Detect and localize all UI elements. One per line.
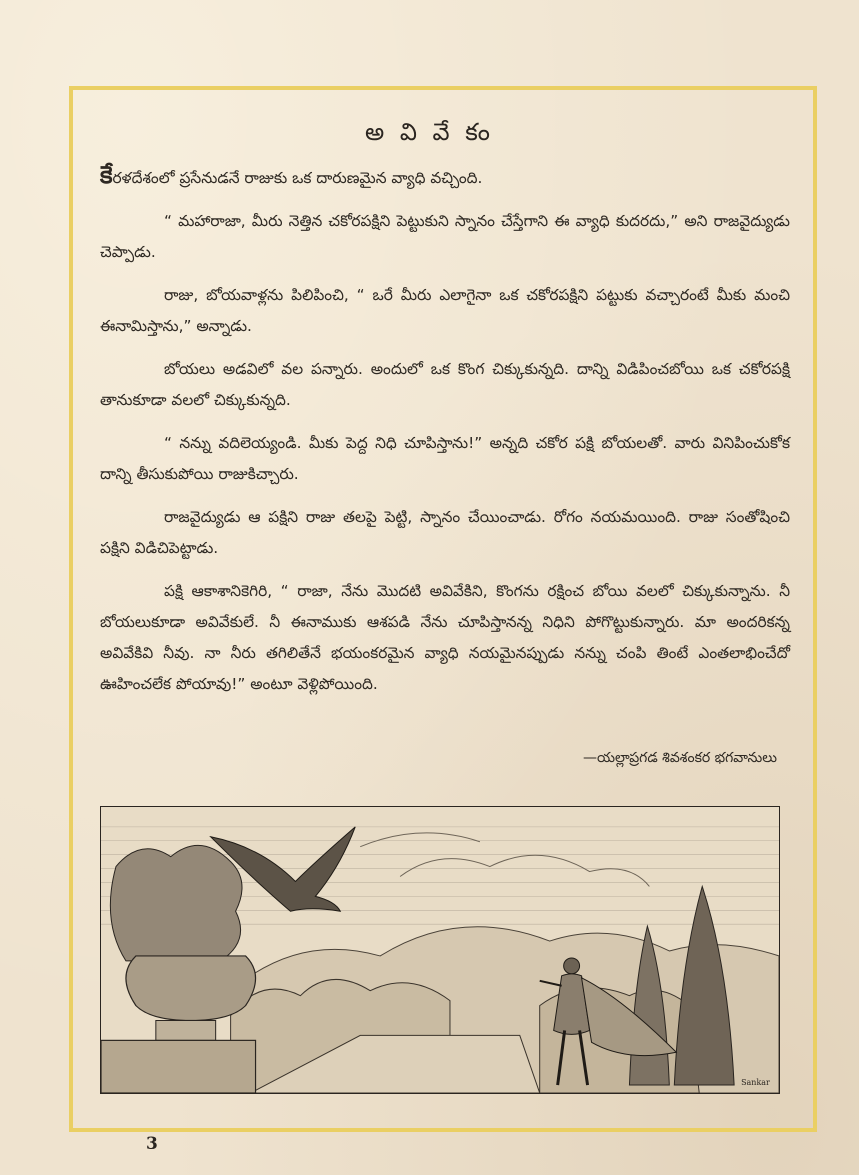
illustrator-signature: Sankar — [741, 1078, 770, 1088]
paragraph-6: రాజవైద్యుడు ఆ పక్షిని రాజు తలపై పెట్టి, స్నానం చేయించాడు. రోగం నయమయింది. రాజు సంతోషించి పక్షిని విడిచిపెట్టాడు. — [100, 508, 790, 557]
paragraph-4: బోయలు అడవిలో వల పన్నారు. అందులో ఒక కొంగ చిక్కుకున్నది. దాన్ని విడిపించబోయి ఒక చకోరపక్షి తానుకూడా వలలో చిక్కుకున్నది. — [100, 360, 790, 409]
paragraph-2: “ మహారాజా, మీరు నెత్తిన చకోరపక్షిని పెట్టుకుని స్నానం చేస్తేగాని ఈ వ్యాధి కుదరదు,” అని రాజవైద్యుడు చెప్పాడు. — [100, 212, 790, 261]
page-number: 3 — [146, 1134, 158, 1154]
story-title: అ వి వే కం — [365, 118, 494, 146]
story-illustration — [100, 806, 780, 1094]
paragraph-7: పక్షి ఆకాశానికెగిరి, “ రాజా, నేను మొదటి అవివేకిని, కొంగను రక్షించ బోయి వలలో చిక్కుకున్నాను. నీ బోయలుకూడా అవివేకులే. నీ ఈనాముకు ఆశపడి నేను చూపిస్తానన్న నిధిని పోగొట్టుకున్నారు. మా అందరికన్న అవివేకివి నీవు. నా నీరు తగిలితేనే భయంకరమైన వ్యాధి నయమైనప్పుడు నన్ను చంపి తింటే ఎంతలాభించేదో ఊహించలేక పోయావు!” అంటూ వెళ్లిపోయింది. — [100, 582, 790, 693]
paragraph-5: “ నన్ను వదిలెయ్యండి. మీకు పెద్ద నిధి చూపిస్తాను!” అన్నది చకోర పక్షి బోయలతో. వారు వినిపించుకోక దాన్ని తీసుకుపోయి రాజుకిచ్చారు. — [100, 434, 790, 483]
paragraph-1: కేరళదేశంలో ప్రసేనుడనే రాజుకు ఒక దారుణమైన వ్యాధి వచ్చింది. — [100, 161, 483, 189]
story-body — [100, 160, 790, 712]
paragraph-3: రాజు, బోయవాళ్లను పిలిపించి, “ ఒరే మీరు ఎలాగైనా ఒక చకోరపక్షిని పట్టుకు వచ్చారంటే మీకు మంచి ఈనామిస్తాను,” అన్నాడు. — [100, 286, 790, 335]
drop-letter: కే — [100, 161, 113, 189]
illustration-drawing — [101, 807, 779, 1093]
author-attribution: —యల్లాప్రగడ శివశంకర భగవానులు — [582, 750, 777, 766]
